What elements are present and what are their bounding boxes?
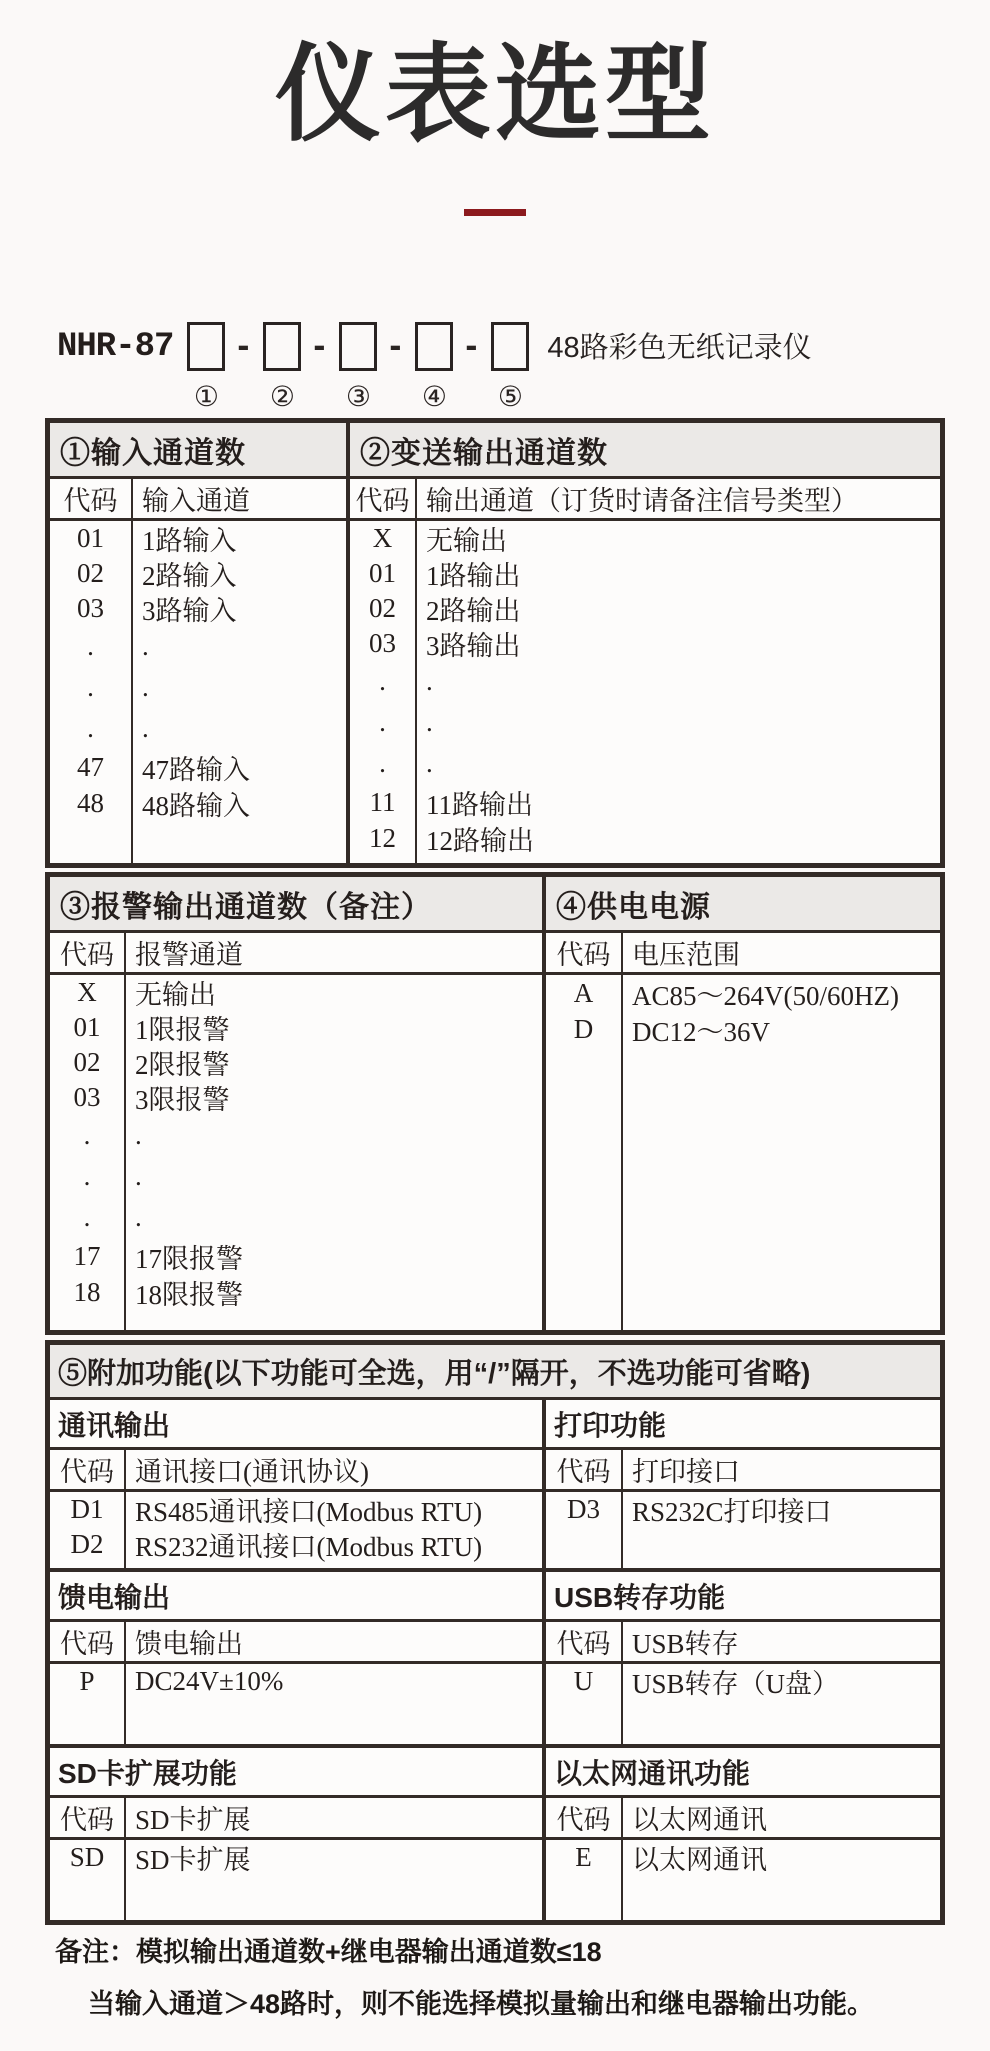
- model-slot-box: [491, 322, 529, 371]
- code-column-header: 代码: [546, 1622, 623, 1661]
- sd-card-title: SD卡扩展功能: [50, 1748, 542, 1798]
- desc-cell: 1限报警: [135, 1015, 230, 1045]
- table-row: [350, 626, 940, 661]
- desc-column-header: 输出通道（订货时请备注信号类型）: [426, 486, 858, 516]
- model-slot-number: ④: [421, 382, 447, 413]
- usb-transfer-title: USB转存功能: [546, 1572, 940, 1622]
- code-cell: 01: [350, 556, 417, 591]
- table-row: [50, 1238, 542, 1274]
- code-cell: .: [50, 1115, 126, 1156]
- desc-cell: .: [426, 707, 433, 737]
- desc-cell: [126, 1310, 542, 1330]
- ellipsis-row: [50, 1197, 542, 1238]
- table-row: [546, 1664, 940, 1699]
- code-column-header: 代码: [350, 479, 417, 518]
- code-cell: .: [350, 661, 417, 702]
- comm-rows: [50, 1492, 542, 1568]
- desc-cell: .: [426, 748, 433, 778]
- print-column-header: [546, 1450, 940, 1492]
- subsection-usb-transfer: [546, 1572, 940, 1744]
- code-cell: X: [50, 975, 126, 1010]
- section3-rows: [50, 975, 542, 1330]
- code-column-header: 代码: [50, 1798, 126, 1837]
- title-underline: [464, 209, 526, 216]
- ethernet-rows: [546, 1840, 940, 1920]
- block-sd-ethernet: [50, 1744, 940, 1920]
- table-row: [50, 1492, 542, 1527]
- model-description: 48路彩色无纸记录仪: [547, 332, 812, 364]
- code-cell: 47: [50, 749, 133, 785]
- table-row: [350, 591, 940, 626]
- model-slot-number: ①: [193, 382, 219, 413]
- code-column-header: 代码: [50, 1622, 126, 1661]
- section-power-supply: [546, 877, 940, 1330]
- section3-column-header: [50, 933, 542, 975]
- model-slot-2: [263, 322, 301, 414]
- desc-cell: [126, 1875, 542, 1920]
- code-column-header: 代码: [50, 479, 133, 518]
- sd-rows: [50, 1840, 542, 1920]
- code-cell: A: [546, 975, 623, 1011]
- section2-rows: [350, 521, 940, 863]
- footnote-line-1: 备注：模拟输出通道数+继电器输出通道数≤18: [55, 1937, 602, 1967]
- filler-row: [50, 1310, 542, 1330]
- desc-column-header: 输入通道: [142, 486, 250, 516]
- desc-cell: .: [142, 631, 149, 661]
- code-column-header: 代码: [50, 1450, 126, 1489]
- footnotes: [55, 1930, 874, 2021]
- filler-row: [546, 1527, 940, 1568]
- desc-cell: [623, 1699, 940, 1744]
- print-function-title: 打印功能: [546, 1400, 940, 1450]
- code-cell: .: [50, 667, 133, 708]
- ellipsis-row: [350, 743, 940, 784]
- table-row: [50, 749, 346, 785]
- desc-cell: .: [135, 1161, 142, 1191]
- model-slot-number: ②: [269, 382, 295, 413]
- code-cell: [546, 1699, 623, 1744]
- code-cell: 12: [350, 820, 417, 856]
- desc-cell: 17限报警: [135, 1243, 243, 1274]
- code-cell: D3: [546, 1492, 623, 1527]
- desc-cell: [417, 856, 940, 863]
- section5-header: ⑤附加功能(以下功能可全选，用“/”隔开，不选功能可省略): [50, 1345, 940, 1400]
- feed-rows: [50, 1664, 542, 1744]
- model-slot-number: ③: [345, 382, 371, 413]
- model-dash: -: [237, 324, 250, 365]
- model-prefix: NHR-87: [57, 328, 174, 366]
- code-cell: D: [546, 1011, 623, 1047]
- code-cell: [546, 1875, 623, 1920]
- code-cell: D2: [50, 1527, 126, 1562]
- code-cell: [546, 1527, 623, 1568]
- code-cell: X: [350, 521, 417, 556]
- filler-row: [50, 1699, 542, 1744]
- table-row: [50, 785, 346, 821]
- code-column-header: 代码: [546, 1798, 623, 1837]
- ellipsis-row: [50, 708, 346, 749]
- desc-cell: RS485通讯接口(Modbus RTU): [135, 1497, 483, 1527]
- section1-column-header: [50, 479, 346, 521]
- code-cell: [350, 856, 417, 863]
- comm-column-header: [50, 1450, 542, 1492]
- desc-cell: [623, 1047, 940, 1330]
- desc-column-header: 电压范围: [632, 940, 740, 970]
- model-dash: -: [465, 324, 478, 365]
- section4-rows: [546, 975, 940, 1330]
- footnote-line-2: 当输入通道＞48路时，则不能选择模拟量输出和继电器输出功能。: [88, 1989, 875, 2019]
- usb-rows: [546, 1664, 940, 1744]
- table-row: [50, 1010, 542, 1045]
- section4-header: ④供电电源: [546, 877, 940, 933]
- table-row: [546, 1492, 940, 1527]
- code-cell: .: [50, 708, 133, 749]
- desc-cell: .: [142, 713, 149, 743]
- block-feed-usb: [50, 1568, 940, 1744]
- comm-output-title: 通讯输出: [50, 1400, 542, 1450]
- table-row: [350, 820, 940, 856]
- section3-header: ③报警输出通道数（备注）: [50, 877, 542, 933]
- table-row: [50, 591, 346, 626]
- desc-cell: 无输出: [135, 980, 216, 1010]
- table-row: [350, 784, 940, 820]
- ellipsis-row: [350, 661, 940, 702]
- code-cell: [50, 821, 133, 863]
- model-slot-3: [339, 322, 377, 414]
- model-slot-4: [415, 322, 453, 414]
- section4-column-header: [546, 933, 940, 975]
- table-alarm-power: [45, 872, 945, 1335]
- code-cell: 02: [350, 591, 417, 626]
- table-row: [50, 1527, 542, 1562]
- code-column-header: 代码: [546, 1450, 623, 1489]
- code-cell: .: [50, 626, 133, 667]
- code-cell: .: [350, 743, 417, 784]
- table-row: [546, 1840, 940, 1875]
- code-cell: 02: [50, 556, 133, 591]
- subsection-comm-output: [50, 1400, 546, 1568]
- table-row: [50, 556, 346, 591]
- ellipsis-row: [350, 702, 940, 743]
- desc-cell: DC12～36V: [632, 1016, 771, 1047]
- code-cell: .: [50, 1156, 126, 1197]
- desc-cell: 47路输入: [142, 754, 250, 785]
- table-row: [350, 556, 940, 591]
- block-comm-print: [50, 1400, 940, 1568]
- desc-cell: 3路输入: [142, 596, 237, 626]
- desc-column-header: USB转存: [632, 1629, 739, 1659]
- desc-cell: [623, 1527, 940, 1568]
- table-row: [50, 1045, 542, 1080]
- feed-column-header: [50, 1622, 542, 1664]
- desc-cell: 1路输入: [142, 526, 237, 556]
- section-transmit-output-channels: [350, 423, 940, 863]
- code-cell: 48: [50, 785, 133, 821]
- desc-column-header: SD卡扩展: [135, 1805, 251, 1835]
- code-cell: 01: [50, 1010, 126, 1045]
- filler-row: [50, 1875, 542, 1920]
- section-alarm-output-channels: [50, 877, 546, 1330]
- code-cell: [50, 1699, 126, 1744]
- subsection-print-function: [546, 1400, 940, 1568]
- model-slot-box: [339, 322, 377, 371]
- model-slot-box: [415, 322, 453, 371]
- desc-cell: RS232C打印接口: [632, 1497, 832, 1527]
- desc-cell: .: [142, 672, 149, 702]
- desc-cell: 3路输出: [426, 631, 521, 661]
- desc-cell: DC24V±10%: [135, 1666, 284, 1696]
- table-row: [50, 521, 346, 556]
- code-cell: P: [50, 1664, 126, 1699]
- desc-cell: 48路输入: [142, 790, 250, 821]
- model-dash: -: [313, 324, 326, 365]
- code-cell: .: [50, 1197, 126, 1238]
- code-cell: .: [350, 702, 417, 743]
- usb-column-header: [546, 1622, 940, 1664]
- filler-row: [50, 821, 346, 863]
- desc-cell: RS232通讯接口(Modbus RTU): [135, 1532, 483, 1562]
- desc-column-header: 报警通道: [135, 940, 243, 970]
- code-cell: 11: [350, 784, 417, 820]
- code-cell: D1: [50, 1492, 126, 1527]
- desc-cell: 18限报警: [135, 1279, 243, 1310]
- filler-row: [546, 1699, 940, 1744]
- ellipsis-row: [50, 667, 346, 708]
- code-cell: SD: [50, 1840, 126, 1875]
- desc-cell: 11路输出: [426, 789, 533, 820]
- table-row: [50, 975, 542, 1010]
- ellipsis-row: [50, 626, 346, 667]
- model-dash: -: [389, 324, 402, 365]
- code-cell: U: [546, 1664, 623, 1699]
- code-cell: 03: [350, 626, 417, 661]
- code-cell: 03: [50, 1080, 126, 1115]
- section2-column-header: [350, 479, 940, 521]
- section1-header: ①输入通道数: [50, 423, 346, 479]
- desc-cell: .: [135, 1202, 142, 1232]
- desc-cell: 无输出: [426, 526, 507, 556]
- table-row: [50, 1274, 542, 1310]
- ethernet-title: 以太网通讯功能: [546, 1748, 940, 1798]
- desc-column-header: 通讯接口(通讯协议): [135, 1457, 369, 1487]
- model-slot-box: [187, 322, 225, 371]
- table-row: [350, 521, 940, 556]
- desc-cell: [133, 821, 346, 863]
- code-cell: 03: [50, 591, 133, 626]
- subsection-ethernet: [546, 1748, 940, 1920]
- code-column-header: 代码: [546, 933, 623, 972]
- code-cell: [50, 1875, 126, 1920]
- desc-cell: 1路输出: [426, 561, 521, 591]
- desc-cell: .: [135, 1120, 142, 1150]
- table-row: [546, 975, 940, 1011]
- ethernet-column-header: [546, 1798, 940, 1840]
- table-row: [50, 1840, 542, 1875]
- subsection-sd-card: [50, 1748, 546, 1920]
- section-input-channels: [50, 423, 350, 863]
- desc-column-header: 馈电输出: [135, 1629, 243, 1659]
- code-cell: E: [546, 1840, 623, 1875]
- desc-cell: 2限报警: [135, 1050, 230, 1080]
- sd-column-header: [50, 1798, 542, 1840]
- feed-output-title: 馈电输出: [50, 1572, 542, 1622]
- code-cell: [50, 1310, 126, 1330]
- desc-cell: 12路输出: [426, 825, 534, 856]
- code-cell: 18: [50, 1274, 126, 1310]
- desc-cell: 以太网通讯: [632, 1845, 767, 1875]
- table-row: [50, 1080, 542, 1115]
- table-row: [50, 1664, 542, 1699]
- table-additional-functions: [45, 1340, 945, 1925]
- code-cell: 01: [50, 521, 133, 556]
- page-title: 仪表选型: [275, 36, 715, 154]
- desc-cell: [623, 1875, 940, 1920]
- desc-cell: .: [426, 666, 433, 696]
- code-column-header: 代码: [50, 933, 126, 972]
- code-cell: 02: [50, 1045, 126, 1080]
- desc-column-header: 以太网通讯: [632, 1805, 767, 1835]
- ellipsis-row: [50, 1115, 542, 1156]
- section2-header: ②变送输出通道数: [350, 423, 940, 479]
- desc-cell: AC85～264V(50/60HZ): [632, 980, 899, 1011]
- ellipsis-row: [50, 1156, 542, 1197]
- filler-row: [546, 1047, 940, 1330]
- table-input-transmit-channels: [45, 418, 945, 868]
- code-cell: [546, 1047, 623, 1330]
- code-cell: 17: [50, 1238, 126, 1274]
- desc-cell: 2路输入: [142, 561, 237, 591]
- desc-cell: USB转存（U盘）: [632, 1669, 840, 1699]
- model-slot-number: ⑤: [497, 382, 523, 413]
- desc-cell: SD卡扩展: [135, 1845, 251, 1875]
- model-slot-5: [491, 322, 529, 414]
- model-code-row: [57, 322, 812, 414]
- model-slot-box: [263, 322, 301, 371]
- desc-cell: [126, 1699, 542, 1744]
- section1-rows: [50, 521, 346, 863]
- desc-cell: 3限报警: [135, 1085, 230, 1115]
- model-slot-1: [187, 322, 225, 414]
- filler-row: [546, 1875, 940, 1920]
- filler-row: [350, 856, 940, 863]
- table-row: [546, 1011, 940, 1047]
- desc-cell: 2路输出: [426, 596, 521, 626]
- print-rows: [546, 1492, 940, 1568]
- desc-column-header: 打印接口: [632, 1457, 740, 1487]
- subsection-feed-output: [50, 1572, 546, 1744]
